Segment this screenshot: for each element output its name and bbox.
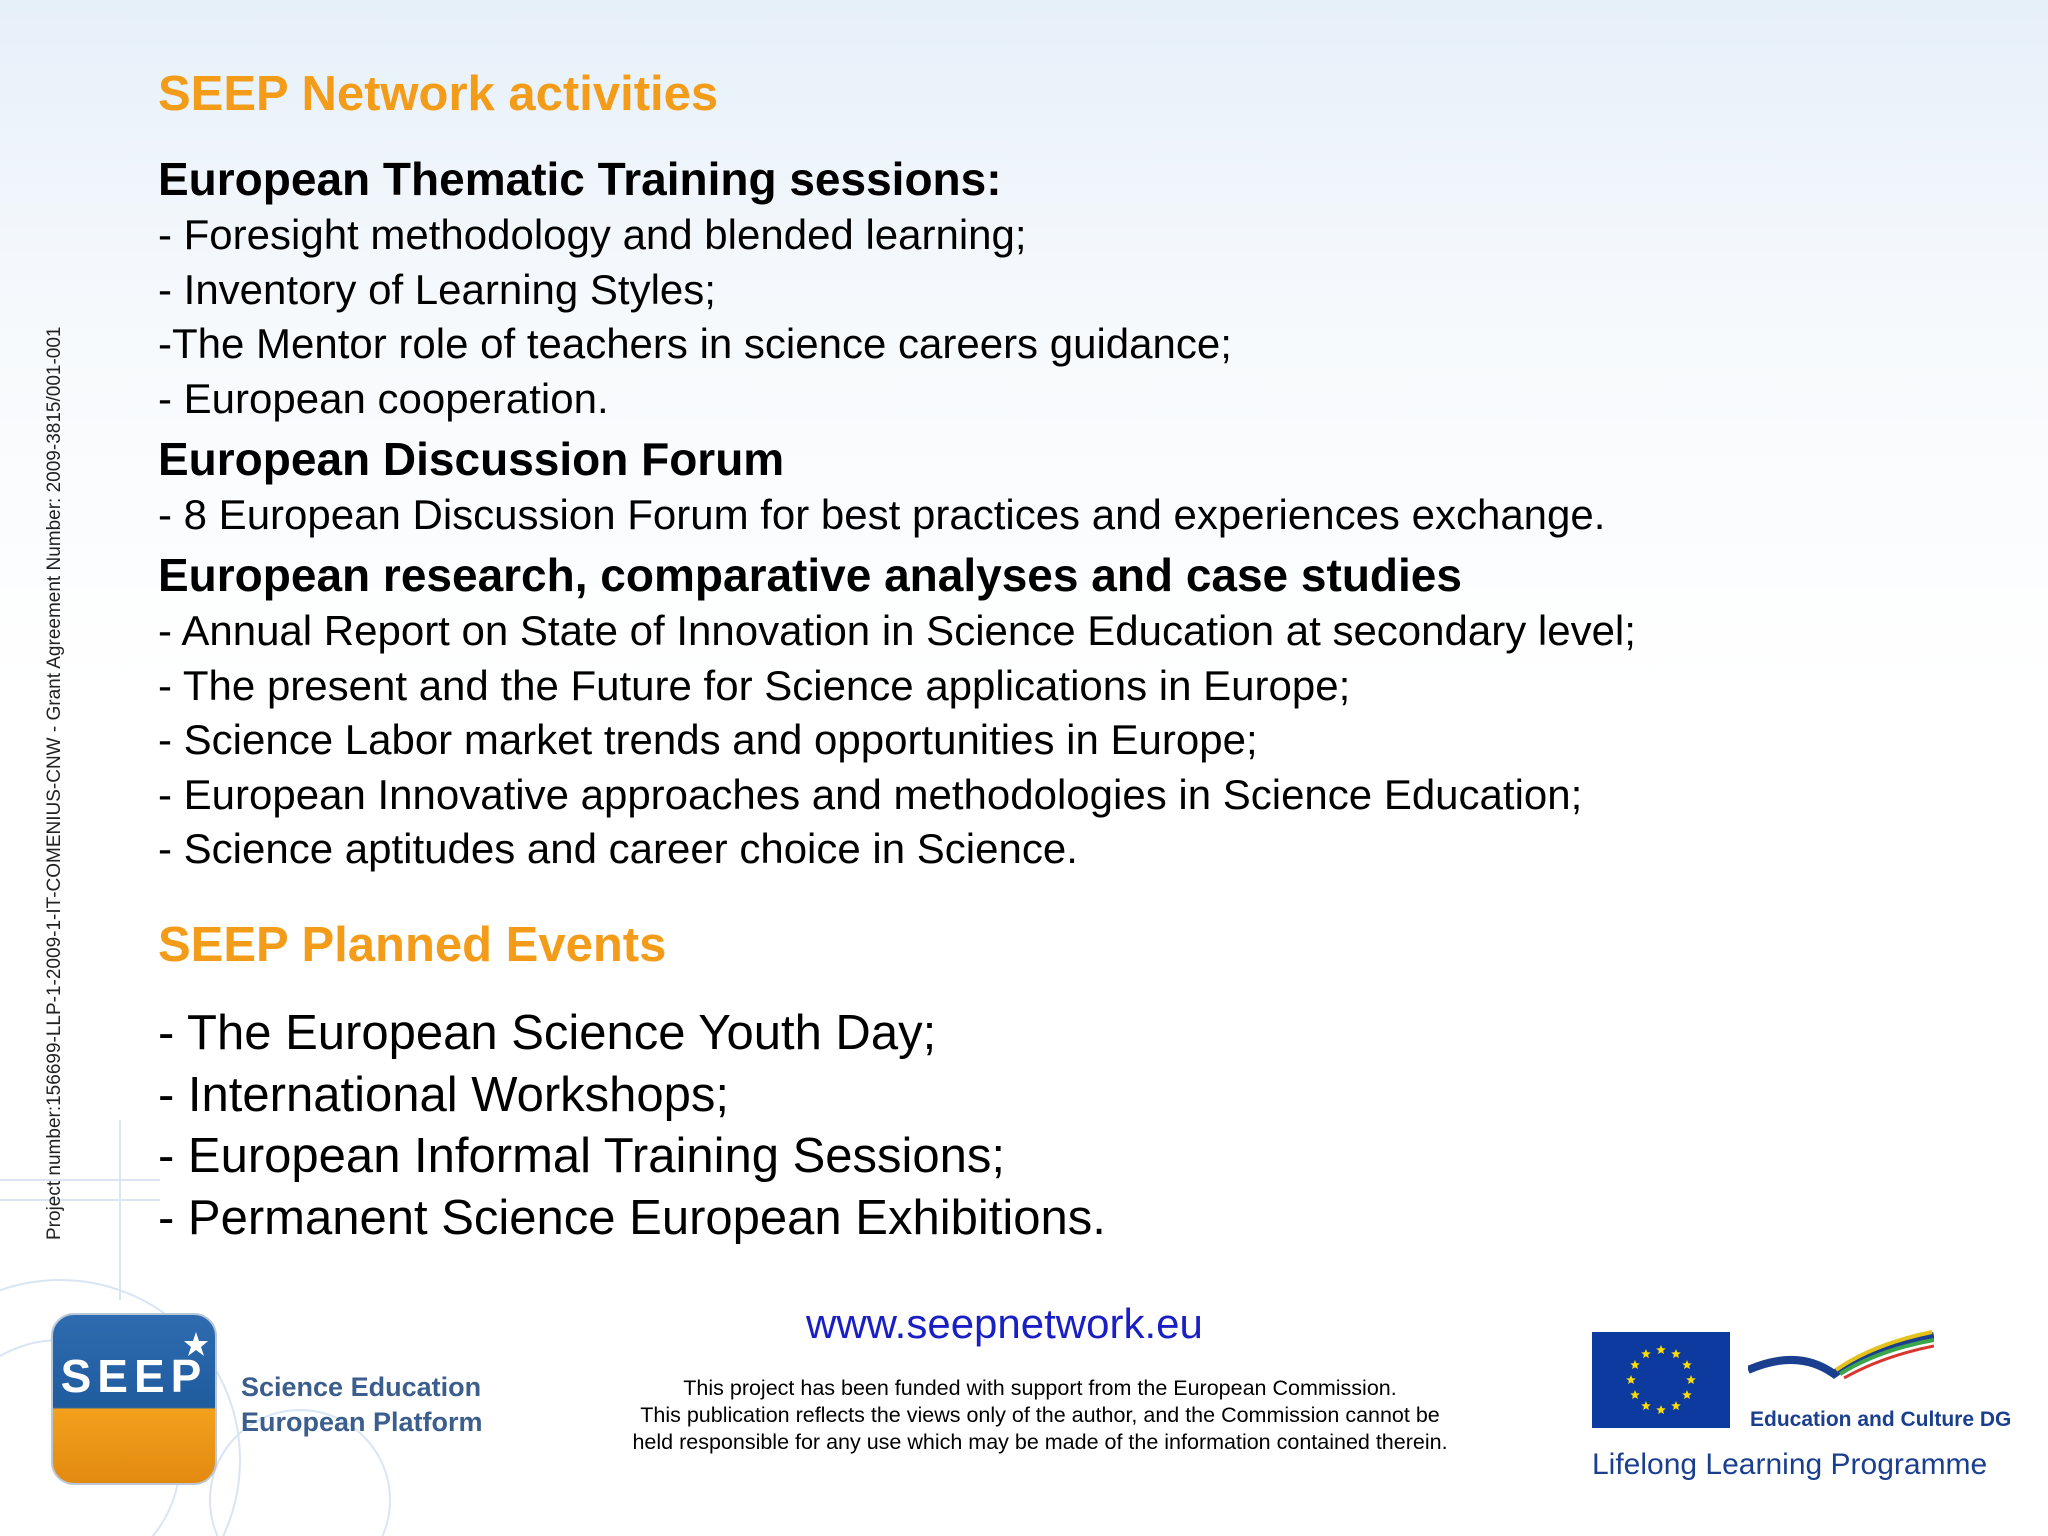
seep-name-line: Science Education	[241, 1372, 482, 1402]
list-item: - International Workshops;	[158, 1067, 730, 1122]
project-number-note: Project number:156699-LLP-1-2009-1-IT-COMENIUS-CNW - Grant Agreement Number: 2009-3815/001-001	[44, 326, 65, 1240]
list-item: - 8 European Discussion Forum for best practices and experiences exchange.	[158, 491, 1606, 538]
list-item: - Permanent Science European Exhibitions.	[158, 1190, 1106, 1245]
list-item: - Inventory of Learning Styles;	[158, 265, 716, 313]
section-heading: European Thematic Training sessions:	[158, 153, 1002, 205]
planned-events-title: SEEP Planned Events	[158, 918, 667, 972]
list-item: - Foresight methodology and blended learning;	[158, 211, 1027, 258]
list-item: - European cooperation.	[158, 374, 609, 422]
section-heading: European Discussion Forum	[158, 433, 785, 485]
website-link[interactable]: www.seepnetwork.eu	[806, 1300, 1203, 1347]
disclaimer-line: held responsible for any use which may be made of the information contained therein.	[632, 1430, 1448, 1454]
education-culture-swoosh-icon	[1748, 1330, 1934, 1392]
education-culture-dg-label: Education and Culture DG	[1750, 1408, 2012, 1431]
list-item: - The present and the Future for Science applications in Europe;	[158, 661, 1351, 709]
page-title: SEEP Network activities	[158, 67, 719, 121]
list-item: - European Innovative approaches and methodologies in Science Education;	[158, 770, 1583, 818]
seep-logo-letters: SEEP	[60, 1350, 208, 1402]
disclaimer-line: This publication reflects the views only of the author, and the Commission cannot be	[640, 1403, 1440, 1427]
seep-platform-name	[241, 1370, 483, 1440]
planned-events-list	[158, 1003, 1106, 1249]
list-item: - The European Science Youth Day;	[158, 1006, 937, 1060]
list-item: -The Mentor role of teachers in science careers guidance;	[158, 320, 1232, 367]
list-item: - Science aptitudes and career choice in Science.	[158, 825, 1078, 872]
section-research	[158, 546, 1636, 877]
list-item: - Science Labor market trends and opportunities in Europe;	[158, 716, 1258, 763]
seep-name-line: European Platform	[241, 1407, 483, 1437]
section-discussion-forum	[158, 430, 1605, 543]
lifelong-learning-programme-label: Lifelong Learning Programme	[1592, 1448, 1988, 1481]
section-heading: European research, comparative analyses and case studies	[158, 549, 1462, 601]
eu-flag-icon	[1592, 1332, 1730, 1428]
list-item: - Annual Report on State of Innovation in Science Education at secondary level;	[158, 607, 1636, 654]
section-thematic-training	[158, 150, 1232, 426]
seep-logo	[50, 1310, 220, 1488]
list-item: - European Informal Training Sessions;	[158, 1129, 1006, 1183]
funding-disclaimer	[560, 1375, 1520, 1456]
disclaimer-line: This project has been funded with support from the European Commission.	[683, 1376, 1397, 1400]
